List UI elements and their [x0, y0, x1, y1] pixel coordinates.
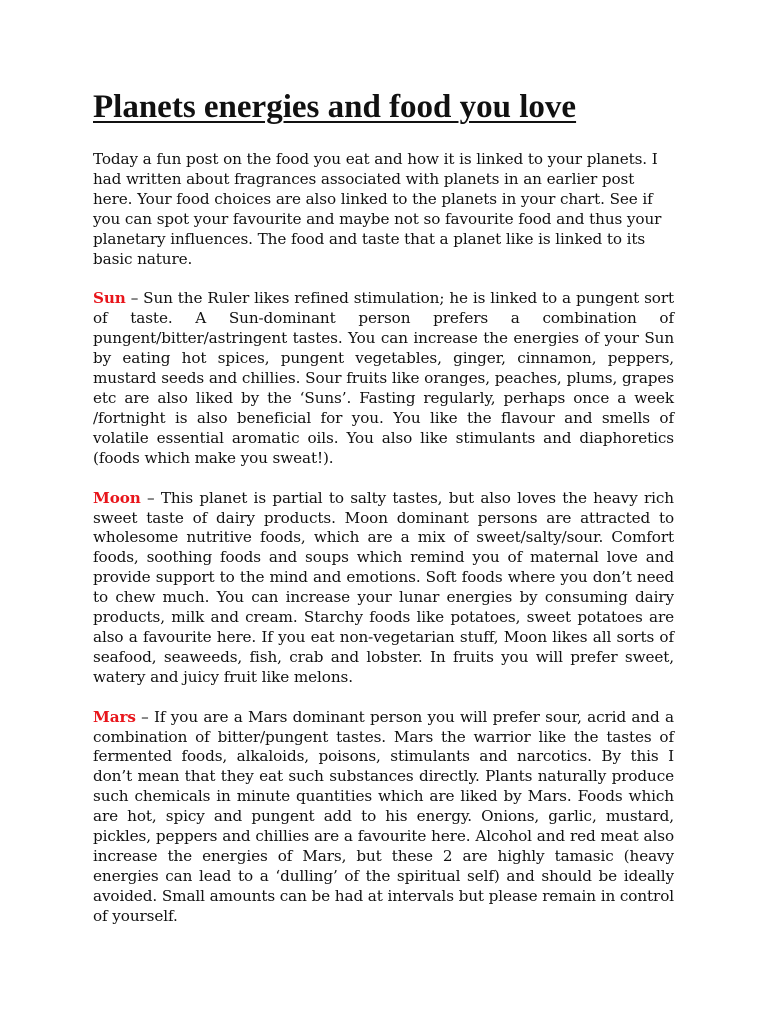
mars-heading: Mars: [93, 707, 136, 726]
mars-text: – If you are a Mars dominant person you will prefer sour, acrid and a combination of bitter/pungent tastes. Mars the warrior like the tastes of fermented foods, alkaloids, poisons, stimulants and narcotics. By this I don’t mean that they eat such substances directly. Plants naturally produce such chemicals in minute quantities which are liked by Mars. Foods which are hot, spicy and pungent add to his energy. Onions, garlic, mustard, pickles, peppers and chillies are a favourite here. Alcohol and red meat also increase the energies of Mars, but these 2 are highly tamasic (heavy energies can lead to a ‘dulling’ of the spiritual self) and should be ideally avoided. Small amounts can be had at intervals but please remain in control of yourself.: [93, 707, 674, 925]
moon-heading: Moon: [93, 488, 141, 507]
sun-heading: Sun: [93, 289, 126, 308]
moon-paragraph: [93, 489, 674, 688]
moon-text: – This planet is partial to salty tastes, but also loves the heavy rich sweet taste of dairy products. Moon dominant persons are attracted to wholesome nutritive foods, which are a mix of sweet/salty/sour. Comfort foods, soothing foods and soups which remind you of maternal love and provide support to the mind and emotions. Soft foods where you don’t need to chew much. You can increase your lunar energies by consuming dairy products, milk and cream. Starchy foods like potatoes, sweet potatoes are also a favourite here. If you eat non-vegetarian stuff, Moon likes all sorts of seafood, seaweeds, fish, crab and lobster. In fruits you will prefer sweet, watery and juicy fruit like melons.: [93, 488, 674, 686]
sun-paragraph: [93, 289, 674, 468]
intro-paragraph: Today a fun post on the food you eat and how it is linked to your planets. I had written about fragrances associated with planets in an earlier post here. Your food choices are also linked to the planets in your chart. See if you can spot your favourite and maybe not so favourite food and thus your planetary influences. The food and taste that a planet like is linked to its basic nature.: [93, 150, 662, 268]
document-page: [93, 86, 674, 947]
sun-text: – Sun the Ruler likes refined stimulation; he is linked to a pungent sort of taste. A Sun-dominant person prefers a combination of pungent/bitter/astringent tastes. You can increase the energies of your Sun by eating hot spices, pungent vegetables, ginger, cinnamon, peppers, mustard seeds and chillies. Sour fruits like oranges, peaches, plums, grapes etc are also liked by the ‘Suns’. Fasting regularly, perhaps once a week /fortnight is also beneficial for you. You like the flavour and smells of volatile essential aromatic oils. You also like stimulants and diaphoretics (foods which make you sweat!).: [93, 289, 674, 467]
mars-paragraph: [93, 708, 674, 927]
page-title: Planets energies and food you love: [93, 89, 577, 125]
